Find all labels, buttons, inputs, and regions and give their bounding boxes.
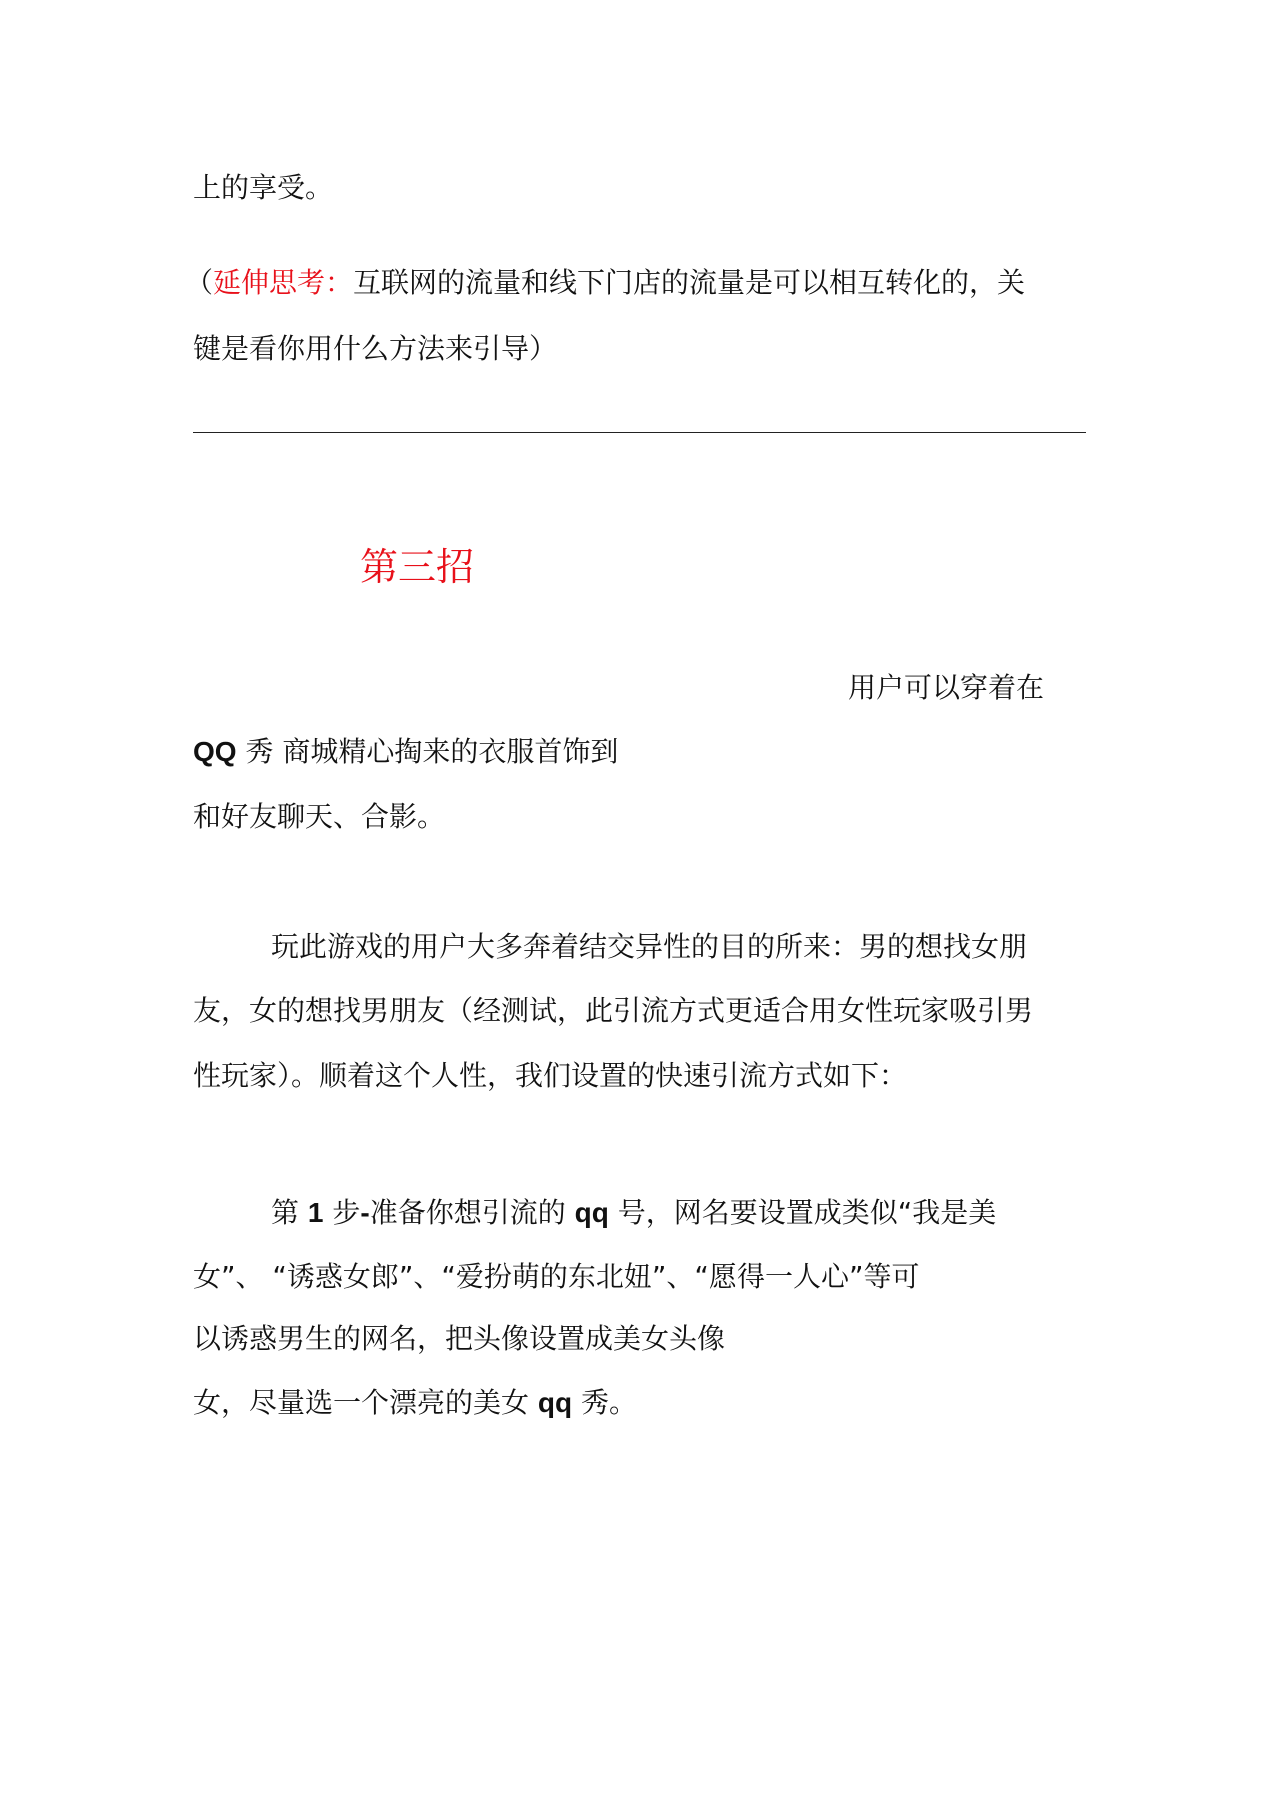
paragraph-3-line-4: 女，尽量选一个漂亮的美女 qq 秀。 — [193, 1386, 638, 1419]
callout-line-2: 键是看你用什么方法来引导） — [193, 332, 558, 365]
paragraph-1-line-1: 用户可以穿着在 — [848, 671, 1045, 704]
text-line: 上的享受。 — [193, 171, 334, 204]
paragraph-2-line-2: 友，女的想找男朋友（经测试，此引流方式更适合用女性玩家吸引男 — [193, 994, 1034, 1027]
paragraph-3-line-3: 以诱惑男生的网名，把头像设置成美女头像 — [193, 1322, 726, 1355]
paragraph-3-line-1: 第 1 步-准备你想引流的 qq 号，网名要设置成类似“我是美 — [271, 1196, 997, 1229]
paragraph-1-line-3: 和好友聊天、合影。 — [193, 800, 446, 833]
paragraph-3-line-2: 女”、 “诱惑女郎”、“爱扮萌的东北妞”、“愿得一人心”等可 — [193, 1260, 920, 1293]
horizontal-divider — [193, 432, 1086, 433]
section-heading: 第三招 — [360, 545, 475, 589]
callout-label: 延伸思考： — [213, 266, 354, 299]
paragraph-2-line-3: 性玩家）。顺着这个人性，我们设置的快速引流方式如下： — [193, 1059, 908, 1092]
paragraph-1-line-2: QQ 秀 商城精心掏来的衣服首饰到 — [193, 735, 619, 768]
paragraph-2-line-1: 玩此游戏的用户大多奔着结交异性的目的所来：男的想找女朋 — [271, 930, 1028, 963]
callout-line-1 — [185, 265, 1025, 301]
callout-text: 互联网的流量和线下门店的流量是可以相互转化的，关 — [353, 266, 1026, 299]
callout-open-paren: （ — [185, 266, 214, 299]
